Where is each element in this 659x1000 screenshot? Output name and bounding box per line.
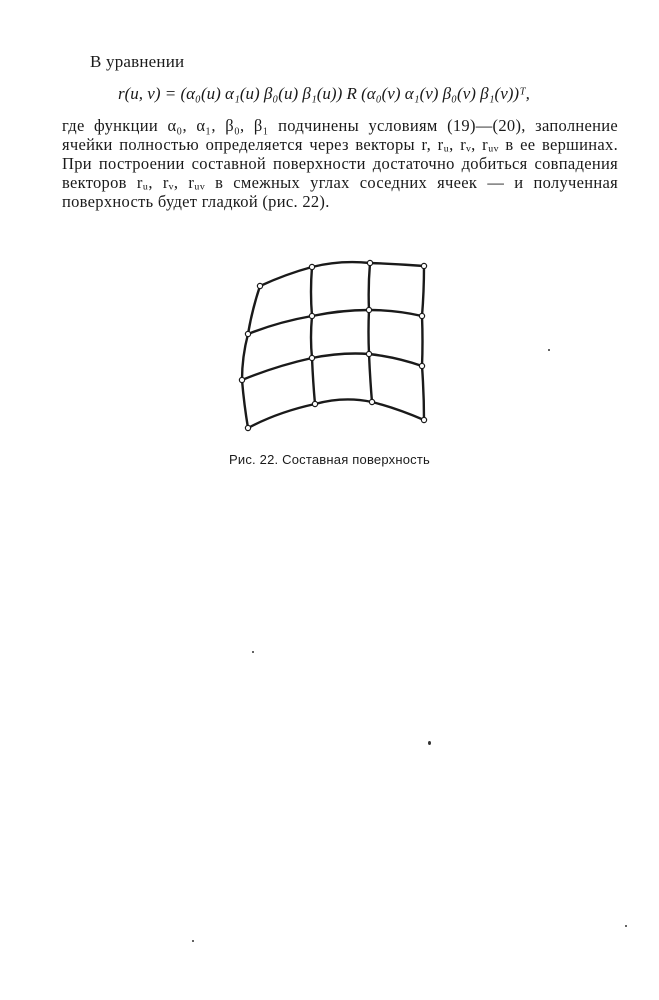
vertex-node [309, 313, 314, 318]
vertex-node [245, 425, 250, 430]
vertex-node [369, 399, 374, 404]
grid-col-2 [311, 267, 315, 404]
vertex-node [366, 351, 371, 356]
grid-row-3 [242, 354, 422, 381]
vertex-node [312, 401, 317, 406]
equation: r(u, v) = (α₀(u) α₁(u) β₀(u) β₁(u)) R (α₀(v) α₁(v) β₀(v) β₁(v))ᵀ, [118, 84, 530, 103]
composite-surface-figure [228, 252, 438, 442]
scan-speck [428, 741, 431, 745]
scan-speck [548, 349, 550, 351]
vertex-node [239, 377, 244, 382]
grid-row-4 [248, 399, 424, 428]
vertex-node [257, 283, 262, 288]
vertex-node [421, 417, 426, 422]
grid-row-1 [260, 262, 424, 286]
vertex-node [419, 313, 424, 318]
vertex-node [309, 264, 314, 269]
body-paragraph: где функции α₀, α₁, β₀, β₁ подчинены условиям (19)—(20), заполнение ячейки полностью определяется через векторы r, rᵤ, rᵥ, rᵤᵥ в ее вершинах. При построении составной поверхности достаточно добиться совпадения векторов rᵤ, rᵥ, rᵤᵥ в смежных углах соседних ячеек — и полученная поверхность будет гладкой (рис. 22). [62, 116, 618, 211]
vertex-node [419, 363, 424, 368]
grid-col-3 [369, 263, 373, 402]
grid-col-1 [242, 286, 260, 428]
vertex-node [421, 263, 426, 268]
scan-speck [192, 940, 194, 942]
vertex-node [367, 260, 372, 265]
vertex-node [309, 355, 314, 360]
intro-text: В уравнении [90, 52, 185, 71]
surface-grid-diagram [228, 252, 438, 437]
grid-col-4 [422, 266, 424, 420]
vertex-node [366, 307, 371, 312]
scan-speck [625, 925, 627, 927]
grid-row-2 [248, 310, 422, 334]
vertex-node [245, 331, 250, 336]
figure-caption: Рис. 22. Составная поверхность [229, 452, 430, 467]
scan-speck [252, 651, 254, 653]
